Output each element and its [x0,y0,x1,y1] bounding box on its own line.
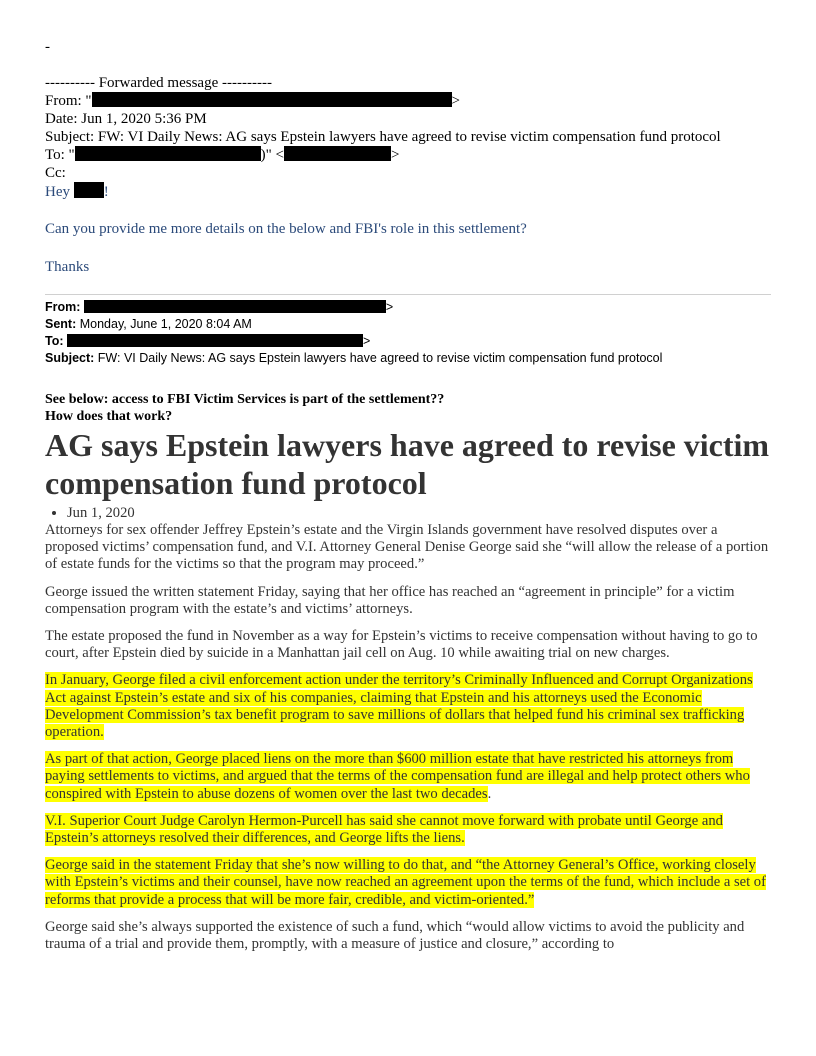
redaction-block [75,146,261,161]
highlighted-paragraph: As part of that action, George placed liens on the more than $600 million estate that have restricted his attorneys from paying settlements to victims, and argued that the terms of the compensation fund are illegal and help protect others who conspired with Epstein to abuse dozens of women over the last two decades. [45,751,750,802]
redaction-block [92,92,452,107]
article-paragraph: Attorneys for sex offender Jeffrey Epstein’s estate and the Virgin Islands government have resolved disputes over a proposed victims’ compensation fund, and V.I. Attorney General Denise George said she “will allow the release of a portion of estate funds for the victims so that the program may proceed.” [45,522,769,573]
comment-line-2: How does that work? [45,409,173,424]
comment-line-1: See below: access to FBI Victim Services is part of the settlement?? [45,392,445,407]
inner-sent: Sent: Monday, June 1, 2020 8:04 AM [45,317,252,331]
redaction-block [84,300,386,313]
article-paragraph: The estate proposed the fund in November as a way for Epstein’s victims to receive compensation without having to go to court, after Epstein died by suicide in a Manhattan jail cell on Aug. 10 while awaiting trial on new charges. [45,628,758,662]
redaction-block [67,334,363,347]
highlighted-paragraph [45,672,771,741]
comment [45,391,771,425]
highlighted-paragraph [45,813,771,847]
highlight: V.I. Superior Court Judge Carolyn Hermon-Purcell has said she cannot move forward with probate until George and Epstein’s attorneys resolved their differences, and George lifts the liens. [45,812,723,847]
forwarded-header [45,74,721,182]
question-text: Can you provide me more details on the below and FBI's role in this settlement? [45,221,527,237]
inner-subject: Subject: FW: VI Daily News: AG says Epstein lawyers have agreed to revise victim compensation fund protocol [45,351,663,365]
highlight: As part of that action, George placed liens on the more than $600 million estate that have restricted his attorneys from paying settlements to victims, and argued that the terms of the compensation fund are illegal and help protect others who conspired with Epstein to abuse dozens of women over the last two decades [45,751,750,802]
top-mark: - [45,39,50,55]
highlighted-paragraph [45,857,771,909]
greeting: Hey ! [45,184,109,200]
article-dateline [45,505,771,522]
forwarded-from: From: " > [45,93,461,109]
article-paragraph: George said she’s always supported the existence of such a fund, which “would allow victims to avoid the publicity and trauma of a trial and provide them, promptly, with a measure of justice and closure,” according to [45,918,745,953]
thanks-text: Thanks [45,259,90,275]
inner-from: From: > [45,300,394,314]
redaction-block [284,146,391,161]
divider [45,294,771,295]
forwarded-message-line: ---------- Forwarded message ---------- [45,75,272,91]
article [45,426,771,963]
article-date: • Jun 1, 2020 [67,505,771,522]
inner-to: To: > [45,334,371,348]
highlight: George said in the statement Friday that she’s now willing to do that, and “the Attorney General’s Office, working closely with Epstein’s victims and their counsel, have now reached an agreement upon the terms of the fund, which include a set of reforms that provide a process that will be more fair, credible, and victim-oriented.” [45,857,766,908]
article-title: AG says Epstein lawyers have agreed to revise victim compensation fund protocol [45,427,770,501]
forwarded-subject: Subject: FW: VI Daily News: AG says Epstein lawyers have agreed to revise victim compensation fund protocol [45,129,721,145]
redaction-block [74,182,104,198]
inner-email-header [45,299,771,367]
forwarded-cc: Cc: [45,165,66,181]
forwarded-date: Date: Jun 1, 2020 5:36 PM [45,111,207,127]
forwarded-to: To: " )" < > [45,147,400,163]
highlight: In January, George filed a civil enforcement action under the territory’s Criminally Influenced and Corrupt Organizations Act against Epstein’s estate and six of his companies, claiming that Epstein and his attorneys used the Economic Development Commission’s tax benefit program to save millions of dollars that helped fund his criminal sex trafficking operation. [45,672,753,741]
article-paragraph: George issued the written statement Friday, saying that her office has reached an “agreement in principle” for a victim compensation program with the estate’s and victims’ attorneys. [45,583,735,617]
